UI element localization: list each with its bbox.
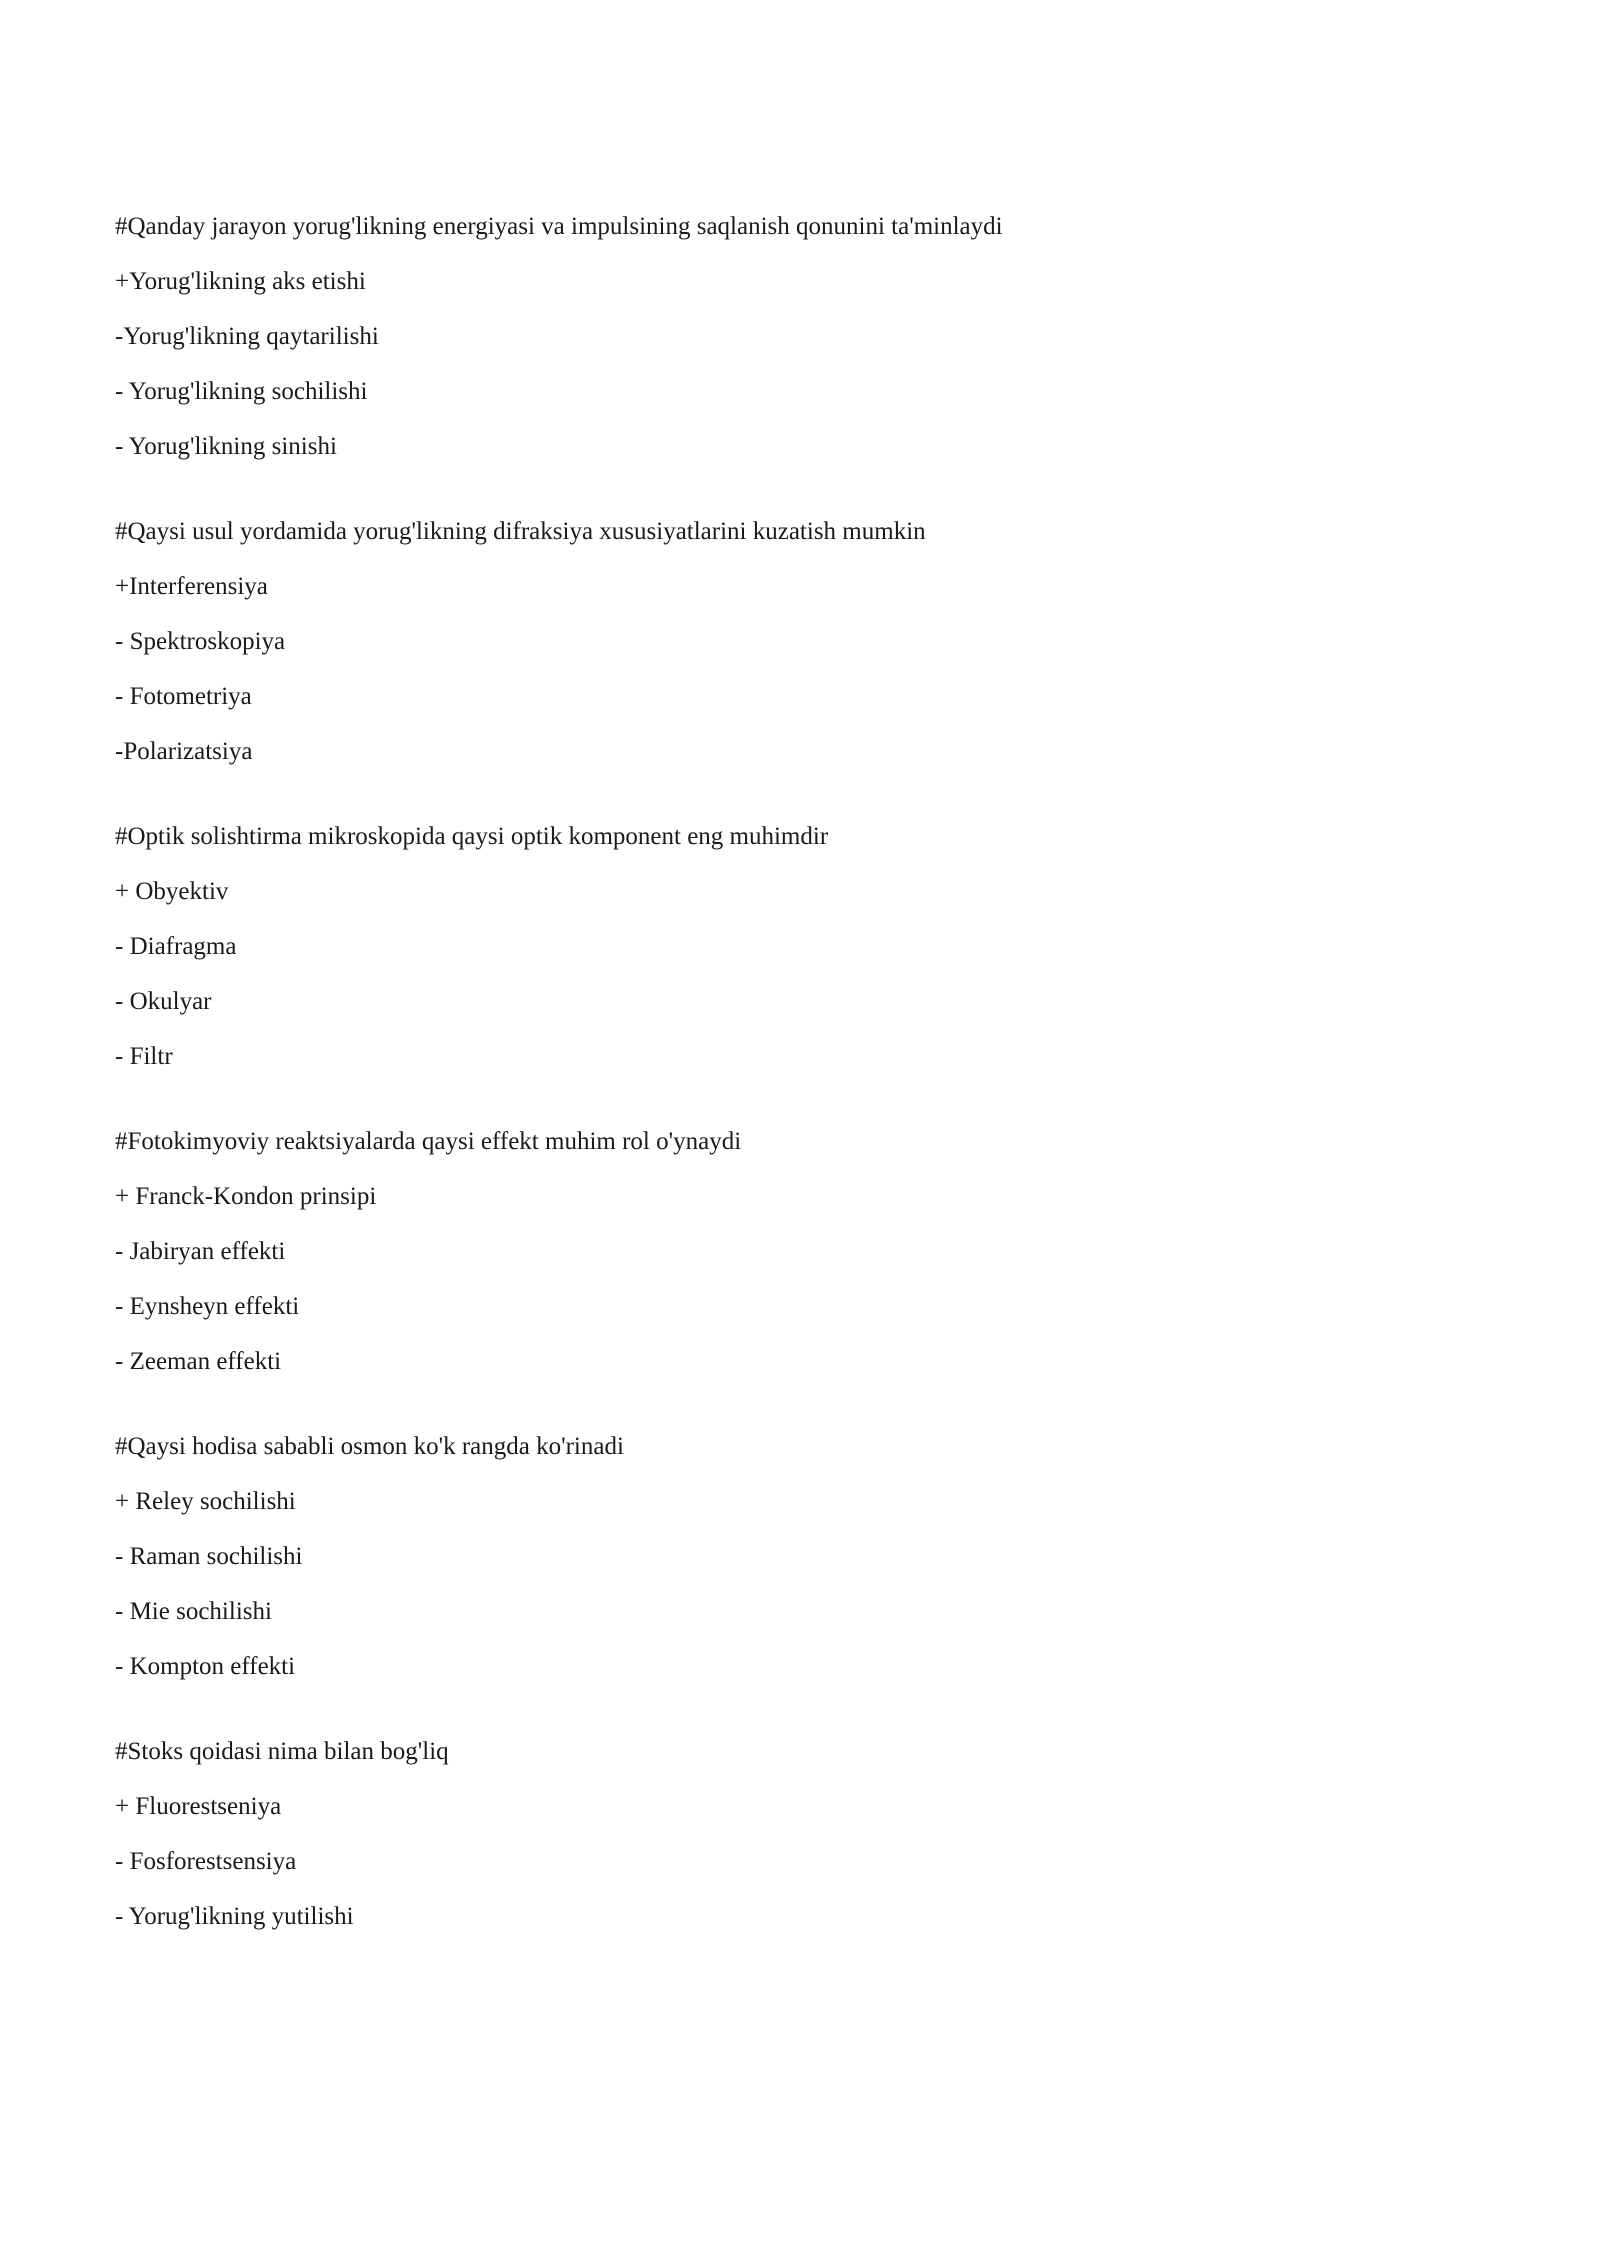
answer-option: - Zeeman effekti <box>115 1348 282 1375</box>
answer-option: -Polarizatsiya <box>115 738 253 765</box>
answer-option: - Yorug'likning sochilishi <box>115 378 368 405</box>
answer-option: +Yorug'likning aks etishi <box>115 268 366 295</box>
question-block <box>115 1737 1515 1932</box>
answer-option: - Jabiryan effekti <box>115 1238 286 1265</box>
question-block <box>115 517 1515 767</box>
answer-option: + Obyektiv <box>115 878 229 905</box>
question-block <box>115 212 1515 462</box>
answer-option: +Interferensiya <box>115 573 268 600</box>
answer-option: + Reley sochilishi <box>115 1488 296 1515</box>
answer-option: - Fotometriya <box>115 683 252 710</box>
answer-option: + Franck-Kondon prinsipi <box>115 1183 377 1210</box>
answer-option: - Fosforestsensiya <box>115 1848 297 1875</box>
answer-option: - Raman sochilishi <box>115 1543 303 1570</box>
answer-option: -Yorug'likning qaytarilishi <box>115 323 379 350</box>
answer-option: - Yorug'likning yutilishi <box>115 1903 354 1930</box>
answer-option: - Diafragma <box>115 933 237 960</box>
answer-option: + Fluorestseniya <box>115 1793 282 1820</box>
answer-option: - Spektroskopiya <box>115 628 286 655</box>
question-text: #Fotokimyoviy reaktsiyalarda qaysi effekt muhim rol o'ynaydi <box>115 1128 742 1155</box>
document-page <box>115 212 1515 1987</box>
question-text: #Qaysi usul yordamida yorug'likning difraksiya xususiyatlarini kuzatish mumkin <box>115 518 926 545</box>
answer-option: - Mie sochilishi <box>115 1598 272 1625</box>
answer-option: - Yorug'likning sinishi <box>115 433 337 460</box>
question-text: #Stoks qoidasi nima bilan bog'liq <box>115 1738 449 1765</box>
question-block <box>115 822 1515 1072</box>
answer-option: - Eynsheyn effekti <box>115 1293 300 1320</box>
question-text: #Qanday jarayon yorug'likning energiyasi va impulsining saqlanish qonunini ta'minlaydi <box>115 213 1003 240</box>
question-block <box>115 1127 1515 1377</box>
question-text: #Optik solishtirma mikroskopida qaysi optik komponent eng muhimdir <box>115 823 829 850</box>
answer-option: - Filtr <box>115 1043 173 1070</box>
question-text: #Qaysi hodisa sababli osmon ko'k rangda ko'rinadi <box>115 1433 624 1460</box>
answer-option: - Okulyar <box>115 988 212 1015</box>
answer-option: - Kompton effekti <box>115 1653 296 1680</box>
question-block <box>115 1432 1515 1682</box>
